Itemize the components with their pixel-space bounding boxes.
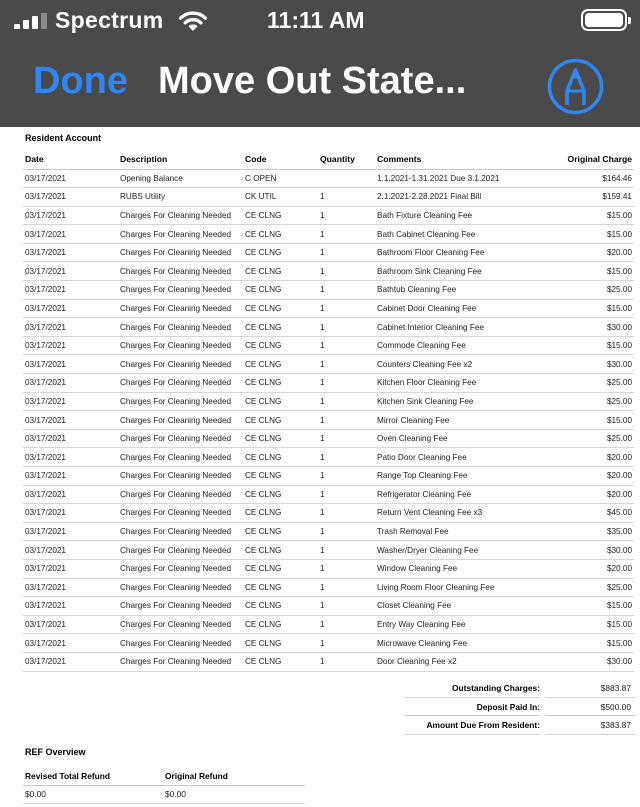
table-cell: 1	[318, 318, 375, 337]
table-cell: Window Cleaning Fee	[375, 559, 525, 578]
table-cell: 03/17/2021	[23, 392, 118, 411]
table-row	[23, 243, 634, 262]
table-cell: 1	[318, 559, 375, 578]
table-cell: 1	[318, 429, 375, 448]
table-row	[23, 597, 634, 616]
table-row	[23, 411, 634, 430]
table-cell: $30.00	[525, 355, 634, 374]
table-row	[23, 188, 634, 207]
table-cell: $45.00	[525, 504, 634, 523]
table-cell: Cabinet Interior Cleaning Fee	[375, 318, 525, 337]
battery-icon	[581, 9, 627, 31]
table-cell: RUBS Utility	[118, 188, 243, 207]
table-cell: 03/17/2021	[23, 541, 118, 560]
table-cell: Charges For Cleaning Needed	[118, 522, 243, 541]
table-cell: Charges For Cleaning Needed	[118, 206, 243, 225]
table-cell: 1	[318, 615, 375, 634]
table-cell: 03/17/2021	[23, 299, 118, 318]
table-cell: Charges For Cleaning Needed	[118, 541, 243, 560]
table-cell: 03/17/2021	[23, 243, 118, 262]
table-cell: CE CLNG	[243, 578, 318, 597]
table-cell: $25.00	[525, 429, 634, 448]
table-cell: CE CLNG	[243, 206, 318, 225]
table-cell: $20.00	[525, 559, 634, 578]
table-cell: CE CLNG	[243, 541, 318, 560]
carrier-name: Spectrum	[55, 7, 164, 33]
table-row	[23, 448, 634, 467]
table-cell: 03/17/2021	[23, 504, 118, 523]
table-cell: $25.00	[525, 392, 634, 411]
table-cell: Mirror Cleaning Fee	[375, 411, 525, 430]
table-cell: 03/17/2021	[23, 448, 118, 467]
table-cell: 03/17/2021	[23, 522, 118, 541]
table-cell: Patio Door Cleaning Fee	[375, 448, 525, 467]
table-row	[23, 355, 634, 374]
table-cell: CE CLNG	[243, 281, 318, 300]
table-cell: 1	[318, 225, 375, 244]
table-cell: C OPEN	[243, 169, 318, 188]
table-cell: 1	[318, 243, 375, 262]
table-cell: 03/17/2021	[23, 597, 118, 616]
table-cell: $15.00	[525, 299, 634, 318]
summary-row	[395, 679, 635, 698]
table-cell: $20.00	[525, 467, 634, 486]
column-header: Revised Total Refund	[23, 768, 163, 785]
table-row	[23, 652, 634, 671]
table-cell: 1	[318, 597, 375, 616]
table-row	[23, 504, 634, 523]
table-cell: $159.41	[525, 188, 634, 207]
table-cell: Bath Fixture Cleaning Fee	[375, 206, 525, 225]
table-cell: $20.00	[525, 448, 634, 467]
table-cell: Charges For Cleaning Needed	[118, 281, 243, 300]
table-cell: CE CLNG	[243, 634, 318, 653]
table-cell: Charges For Cleaning Needed	[118, 504, 243, 523]
table-row	[23, 615, 634, 634]
table-cell: CE CLNG	[243, 243, 318, 262]
table-cell: $164.46	[525, 169, 634, 188]
table-cell: Charges For Cleaning Needed	[118, 374, 243, 393]
table-row	[23, 559, 634, 578]
summary-row	[395, 698, 635, 717]
table-cell: Charges For Cleaning Needed	[118, 652, 243, 671]
table-cell: $30.00	[525, 541, 634, 560]
table-cell: 03/17/2021	[23, 411, 118, 430]
summary-value: $883.87	[600, 683, 631, 693]
table-cell: CE CLNG	[243, 504, 318, 523]
table-cell: Counters Cleaning Fee x2	[375, 355, 525, 374]
table-cell: 1	[318, 504, 375, 523]
table-cell: $15.00	[525, 615, 634, 634]
table-cell: $15.00	[525, 225, 634, 244]
table-cell: Bathtub Cleaning Fee	[375, 281, 525, 300]
table-cell: Charges For Cleaning Needed	[118, 467, 243, 486]
table-cell: 03/17/2021	[23, 634, 118, 653]
table-cell: CE CLNG	[243, 355, 318, 374]
column-header: Original Charge	[525, 150, 634, 169]
table-cell: Charges For Cleaning Needed	[118, 355, 243, 374]
charges-table-header	[23, 150, 634, 169]
table-cell: 1	[318, 262, 375, 281]
table-cell: 1	[318, 522, 375, 541]
table-cell: $15.00	[525, 597, 634, 616]
document-title: Move Out State...	[158, 60, 467, 102]
table-row	[23, 281, 634, 300]
table-cell: Charges For Cleaning Needed	[118, 392, 243, 411]
wifi-icon	[176, 9, 210, 33]
table-cell: Charges For Cleaning Needed	[118, 318, 243, 337]
table-cell: $20.00	[525, 485, 634, 504]
table-row	[23, 467, 634, 486]
table-cell: 1	[318, 541, 375, 560]
summary-row	[395, 716, 635, 735]
table-cell: Oven Cleaning Fee	[375, 429, 525, 448]
table-cell: Kitchen Sink Cleaning Fee	[375, 392, 525, 411]
table-cell: 1	[318, 578, 375, 597]
table-cell: Entry Way Cleaning Fee	[375, 615, 525, 634]
ref-overview-heading: REF Overview	[25, 747, 86, 757]
table-cell: 03/17/2021	[23, 652, 118, 671]
table-cell: Microwave Cleaning Fee	[375, 634, 525, 653]
table-cell: 1	[318, 355, 375, 374]
table-row	[23, 336, 634, 355]
table-cell: Opening Balance	[118, 169, 243, 188]
column-header: Date	[23, 150, 118, 169]
table-cell: 1	[318, 374, 375, 393]
table-cell: 1.1.2021-1.31.2021 Due 3.1.2021	[375, 169, 525, 188]
table-cell: 03/17/2021	[23, 225, 118, 244]
table-cell: CE CLNG	[243, 485, 318, 504]
table-cell: $15.00	[525, 262, 634, 281]
table-cell: CE CLNG	[243, 392, 318, 411]
table-cell: 03/17/2021	[23, 355, 118, 374]
table-cell: CE CLNG	[243, 336, 318, 355]
table-cell: CE CLNG	[243, 652, 318, 671]
table-cell: Charges For Cleaning Needed	[118, 225, 243, 244]
table-cell: Charges For Cleaning Needed	[118, 262, 243, 281]
table-cell: Bathroom Sink Cleaning Fee	[375, 262, 525, 281]
summary-value: $500.00	[600, 701, 631, 712]
markup-pen-icon[interactable]	[547, 58, 604, 115]
table-cell: Charges For Cleaning Needed	[118, 448, 243, 467]
table-cell: Living Room Floor Cleaning Fee	[375, 578, 525, 597]
table-row	[23, 578, 634, 597]
table-cell: 1	[318, 281, 375, 300]
table-cell: $0.00	[163, 785, 305, 803]
table-cell: Charges For Cleaning Needed	[118, 578, 243, 597]
table-cell: Range Top Cleaning Fee	[375, 467, 525, 486]
table-cell: 03/17/2021	[23, 559, 118, 578]
table-cell: CE CLNG	[243, 522, 318, 541]
table-cell: $25.00	[525, 578, 634, 597]
table-cell: Kitchen Floor Cleaning Fee	[375, 374, 525, 393]
summary-label: Amount Due From Resident:	[426, 720, 540, 731]
table-cell: Charges For Cleaning Needed	[118, 336, 243, 355]
table-cell: 03/17/2021	[23, 262, 118, 281]
table-cell	[318, 169, 375, 188]
table-row	[23, 785, 305, 803]
table-cell: 03/17/2021	[23, 318, 118, 337]
table-cell: CE CLNG	[243, 597, 318, 616]
table-row	[23, 206, 634, 225]
charges-table	[23, 150, 634, 672]
table-cell: CE CLNG	[243, 299, 318, 318]
table-cell: $15.00	[525, 206, 634, 225]
navigation-bar	[0, 40, 640, 127]
table-cell: Door Cleaning Fee x2	[375, 652, 525, 671]
table-cell: 03/17/2021	[23, 169, 118, 188]
table-cell: 03/17/2021	[23, 374, 118, 393]
table-cell: Charges For Cleaning Needed	[118, 299, 243, 318]
table-cell: 03/17/2021	[23, 578, 118, 597]
table-row	[23, 485, 634, 504]
refund-table	[23, 768, 305, 804]
table-cell: 03/17/2021	[23, 485, 118, 504]
table-cell: $15.00	[525, 411, 634, 430]
table-cell: Charges For Cleaning Needed	[118, 485, 243, 504]
table-cell: Charges For Cleaning Needed	[118, 243, 243, 262]
table-cell: Charges For Cleaning Needed	[118, 559, 243, 578]
table-cell: CE CLNG	[243, 225, 318, 244]
table-cell: 1	[318, 188, 375, 207]
table-row	[23, 429, 634, 448]
table-row	[23, 225, 634, 244]
summary-label: Deposit Paid In:	[476, 701, 540, 712]
refund-table-header	[23, 768, 305, 785]
table-cell: 03/17/2021	[23, 467, 118, 486]
table-cell: 1	[318, 411, 375, 430]
table-cell: 03/17/2021	[23, 615, 118, 634]
table-cell: 1	[318, 634, 375, 653]
table-cell: 1	[318, 336, 375, 355]
table-cell: 1	[318, 467, 375, 486]
table-cell: CE CLNG	[243, 411, 318, 430]
table-row	[23, 634, 634, 653]
column-header: Original Refund	[163, 768, 305, 785]
resident-account-heading: Resident Account	[25, 133, 102, 143]
table-cell: Return Vent Cleaning Fee x3	[375, 504, 525, 523]
table-cell: CK UTIL	[243, 188, 318, 207]
table-cell: Charges For Cleaning Needed	[118, 634, 243, 653]
status-bar	[0, 0, 640, 40]
table-cell: Closet Cleaning Fee	[375, 597, 525, 616]
done-button[interactable]: Done	[33, 60, 128, 102]
table-cell: CE CLNG	[243, 374, 318, 393]
column-header: Comments	[375, 150, 525, 169]
table-cell: 1	[318, 652, 375, 671]
table-cell: 03/17/2021	[23, 188, 118, 207]
table-cell: $25.00	[525, 281, 634, 300]
table-cell: 03/17/2021	[23, 336, 118, 355]
table-row	[23, 522, 634, 541]
table-row	[23, 262, 634, 281]
summary-label: Outstanding Charges:	[452, 683, 540, 693]
table-cell: $30.00	[525, 318, 634, 337]
table-cell: Bath Cabinet Cleaning Fee	[375, 225, 525, 244]
table-cell: Charges For Cleaning Needed	[118, 411, 243, 430]
table-cell: CE CLNG	[243, 429, 318, 448]
app-chrome	[0, 0, 640, 127]
table-cell: 03/17/2021	[23, 429, 118, 448]
table-cell: Bathroom Floor Cleaning Fee	[375, 243, 525, 262]
table-cell: Charges For Cleaning Needed	[118, 615, 243, 634]
table-cell: $15.00	[525, 336, 634, 355]
table-cell: Charges For Cleaning Needed	[118, 429, 243, 448]
table-cell: $0.00	[23, 785, 163, 803]
table-cell: CE CLNG	[243, 467, 318, 486]
table-cell: CE CLNG	[243, 262, 318, 281]
table-cell: CE CLNG	[243, 559, 318, 578]
table-cell: CE CLNG	[243, 318, 318, 337]
table-cell: $25.00	[525, 374, 634, 393]
table-cell: Cabinet Door Cleaning Fee	[375, 299, 525, 318]
table-cell: CE CLNG	[243, 615, 318, 634]
table-cell: 1	[318, 485, 375, 504]
table-cell: 1	[318, 206, 375, 225]
table-cell: $30.00	[525, 652, 634, 671]
table-cell: 03/17/2021	[23, 281, 118, 300]
table-row	[23, 374, 634, 393]
table-cell: 1	[318, 392, 375, 411]
status-clock: 11:11 AM	[267, 7, 365, 33]
table-cell: Trash Removal Fee	[375, 522, 525, 541]
table-cell: Commode Cleaning Fee	[375, 336, 525, 355]
column-header: Description	[118, 150, 243, 169]
table-cell: Refrigerator Cleaning Fee	[375, 485, 525, 504]
summary-value: $383.87	[600, 720, 631, 731]
cellular-signal-icon	[14, 13, 50, 29]
column-header: Code	[243, 150, 318, 169]
column-header: Quantity	[318, 150, 375, 169]
table-row	[23, 169, 634, 188]
table-row	[23, 541, 634, 560]
table-cell: 2.1.2021-2.28.2021 Final Bill	[375, 188, 525, 207]
table-cell: $15.00	[525, 634, 634, 653]
table-cell: 03/17/2021	[23, 206, 118, 225]
charges-summary	[395, 679, 635, 735]
table-cell: Washer/Dryer Cleaning Fee	[375, 541, 525, 560]
table-cell: CE CLNG	[243, 448, 318, 467]
table-cell: Charges For Cleaning Needed	[118, 597, 243, 616]
table-cell: $35.00	[525, 522, 634, 541]
table-cell: $20.00	[525, 243, 634, 262]
table-cell: 1	[318, 448, 375, 467]
table-row	[23, 299, 634, 318]
table-row	[23, 392, 634, 411]
table-cell: 1	[318, 299, 375, 318]
table-row	[23, 318, 634, 337]
